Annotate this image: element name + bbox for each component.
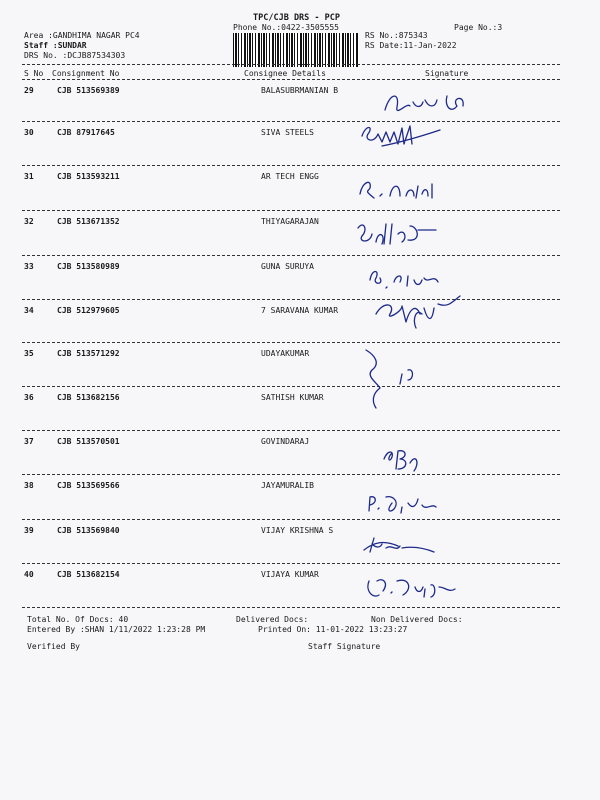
row-divider (22, 165, 560, 166)
row-divider (22, 210, 560, 211)
rs-number: RS No.:875343 (365, 31, 428, 40)
row-consignee-name: GUNA SURUYA (261, 262, 314, 271)
handwritten-signature (366, 262, 476, 292)
staff-label: Staff :SUNDAR (24, 41, 87, 50)
handwritten-signature (362, 346, 442, 420)
row-consignment-number: CJB 513569840 (57, 526, 120, 535)
column-signature: Signature (425, 69, 469, 78)
handwritten-signature (360, 532, 450, 556)
row-consignment-number: CJB 512979605 (57, 306, 120, 315)
rs-date: RS Date:11-Jan-2022 (365, 41, 457, 50)
handwritten-signature (380, 443, 440, 483)
delivered-docs: Delivered Docs: (236, 615, 309, 624)
handwritten-signature (358, 118, 468, 162)
non-delivered-docs: Non Delivered Docs: (371, 615, 463, 624)
row-consignee-name: 7 SARAVANA KUMAR (261, 306, 339, 315)
area-label: Area :GANDHIMA NAGAR PC4 (24, 31, 140, 40)
row-serial-number: 36 (24, 393, 34, 402)
row-serial-number: 34 (24, 306, 34, 315)
handwritten-signature (356, 172, 466, 206)
row-serial-number: 31 (24, 172, 34, 181)
row-divider (22, 519, 560, 520)
row-consignment-number: CJB 513569566 (57, 481, 120, 490)
row-serial-number: 32 (24, 217, 34, 226)
handwritten-signature (354, 216, 484, 260)
row-serial-number: 29 (24, 86, 34, 95)
row-serial-number: 40 (24, 570, 34, 579)
row-consignee-name: BALASUBRMANIAN B (261, 86, 339, 95)
row-consignment-number: CJB 513570501 (57, 437, 120, 446)
column-consignee: Consignee Details (244, 69, 326, 78)
row-consignee-name: THIYAGARAJAN (261, 217, 319, 226)
row-serial-number: 38 (24, 481, 34, 490)
row-divider (22, 342, 560, 343)
row-consignment-number: CJB 513571292 (57, 349, 120, 358)
row-consignee-name: SIVA STEELS (261, 128, 314, 137)
barcode-image (233, 33, 358, 67)
sheet-title: TPC/CJB DRS - PCP (253, 13, 340, 23)
column-consignment: Consignment No (52, 69, 120, 78)
row-consignment-number: CJB 513593211 (57, 172, 120, 181)
entered-by: Entered By :SHAN 1/11/2022 1:23:28 PM (27, 625, 206, 634)
row-consignment-number: CJB 87917645 (57, 128, 115, 137)
row-serial-number: 30 (24, 128, 34, 137)
verified-by: Verified By (27, 642, 80, 651)
footer-divider (22, 607, 560, 608)
page-number: Page No.:3 (454, 23, 503, 32)
row-consignee-name: VIJAYA KUMAR (261, 570, 319, 579)
column-sno: S No (24, 69, 44, 78)
row-consignment-number: CJB 513580989 (57, 262, 120, 271)
row-consignment-number: CJB 513682154 (57, 570, 120, 579)
row-divider (22, 563, 560, 564)
row-consignment-number: CJB 513671352 (57, 217, 120, 226)
printed-on: Printed On: 11-01-2022 13:23:27 (258, 625, 408, 634)
row-consignment-number: CJB 513682156 (57, 393, 120, 402)
row-divider (22, 386, 560, 387)
row-consignee-name: AR TECH ENGG (261, 172, 319, 181)
row-consignee-name: GOVINDARAJ (261, 437, 310, 446)
row-serial-number: 39 (24, 526, 34, 535)
row-serial-number: 37 (24, 437, 34, 446)
staff-signature: Staff Signature (308, 642, 381, 651)
row-serial-number: 35 (24, 349, 34, 358)
row-consignment-number: CJB 513569389 (57, 86, 120, 95)
total-docs: Total No. Of Docs: 40 (27, 615, 129, 624)
row-divider (22, 474, 560, 475)
row-consignee-name: UDAYAKUMAR (261, 349, 310, 358)
row-serial-number: 33 (24, 262, 34, 271)
drs-number: DRS No. :DCJB87534303 (24, 51, 126, 60)
handwritten-signature (365, 573, 585, 611)
row-consignee-name: SATHISH KUMAR (261, 393, 324, 402)
handwritten-signature (366, 489, 476, 519)
handwritten-signature (372, 294, 492, 338)
row-consignee-name: JAYAMURALIB (261, 481, 314, 490)
row-consignee-name: VIJAY KRISHNA S (261, 526, 334, 535)
phone-number: Phone No.:0422-3505555 (233, 23, 339, 32)
header-divider-bottom (22, 79, 560, 80)
header-divider-top (22, 64, 560, 65)
row-divider (22, 430, 560, 431)
